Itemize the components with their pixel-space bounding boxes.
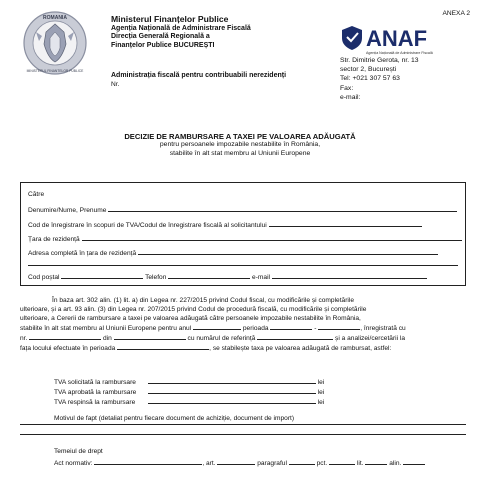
email-field[interactable] bbox=[272, 272, 427, 279]
name-field[interactable] bbox=[108, 205, 457, 212]
p1-line-f: fața locului efectuate în perioada , se stabilește taxa pe valoarea adăugată de rambursat, astfel: bbox=[20, 345, 392, 353]
tara-field[interactable] bbox=[82, 234, 462, 241]
perioada-control-field[interactable] bbox=[117, 343, 209, 350]
cod-row bbox=[28, 220, 422, 230]
p1-line-d: stabilite în alt stat membru al Uniunii Europene pentru anul perioada - , înregistrată cu bbox=[20, 325, 406, 333]
motiv-label: Motivul de fapt (detaliat pentru fiecare document de achiziție, document de import) bbox=[54, 415, 295, 422]
adresa-field-line2[interactable] bbox=[28, 265, 458, 266]
adresa-label: Adresa completă în țara de rezidență bbox=[28, 250, 137, 257]
directorate-name: Direcția Generală Regională a bbox=[111, 33, 210, 41]
act-normativ-field[interactable] bbox=[94, 458, 202, 465]
din-field[interactable] bbox=[114, 333, 186, 340]
title-sub1: pentru persoanele impozabile nestabilite în România, bbox=[159, 141, 321, 149]
p1-line-e: nr. din cu numărul de referință și a analizei/cercetării la bbox=[20, 335, 406, 343]
contact-fax: Fax: bbox=[340, 84, 354, 92]
agency-name: Agenția Națională de Administrare Fiscală bbox=[111, 24, 251, 32]
annex-label: ANEXA 2 bbox=[442, 10, 470, 17]
lit-field[interactable] bbox=[365, 458, 387, 465]
perioada-start-field[interactable] bbox=[270, 323, 312, 330]
recipient-box bbox=[20, 182, 466, 286]
articol-field[interactable] bbox=[217, 458, 255, 465]
pct-field[interactable] bbox=[329, 458, 355, 465]
tva-respinsa-row: TVA respinsă la rambursare lei bbox=[54, 399, 325, 406]
body-paragraph bbox=[20, 296, 466, 354]
act-normativ-row: Act normativ: , art. paragraful pct. lit. alin. bbox=[54, 458, 425, 468]
contact-block bbox=[340, 56, 419, 102]
admin-name: Administrația fiscală pentru contribuabili nerezidenți bbox=[111, 72, 287, 79]
adresa-field[interactable] bbox=[138, 248, 438, 255]
logo-text: ANAF bbox=[366, 26, 428, 51]
cod-postal-label: Cod poștal bbox=[28, 274, 60, 281]
name-label: Denumire/Nume, Prenume bbox=[28, 207, 107, 214]
admin-block bbox=[111, 72, 286, 89]
tva-respinsa-field[interactable] bbox=[148, 397, 316, 404]
p1-line-b: ulterioare, și a art. 93 alin. (3) din Legea nr. 207/2015 privind Codul de procedură fiscală, cu modificările și completările bbox=[20, 306, 367, 314]
anul-field[interactable] bbox=[193, 323, 241, 330]
contact-tel: Tel: +021 307 57 63 bbox=[340, 75, 400, 83]
email-label: e-mail bbox=[252, 274, 270, 281]
temei-label: Temeiul de drept bbox=[54, 448, 103, 455]
seal-text-bottom: MINISTERUL FINANTELOR PUBLICE bbox=[26, 69, 84, 73]
contact-street: Str. Dimitrie Gerota, nr. 13 bbox=[340, 57, 419, 64]
motiv-field-line2[interactable] bbox=[20, 434, 466, 435]
contact-sector: sector 2, București bbox=[340, 66, 397, 74]
name-row bbox=[28, 205, 457, 215]
contact-row bbox=[28, 272, 427, 282]
perioada-end-field[interactable] bbox=[318, 323, 360, 330]
tva-solicitata-field[interactable] bbox=[148, 377, 316, 384]
tara-row bbox=[28, 234, 462, 244]
tara-label: Țara de rezidență bbox=[28, 236, 80, 243]
telefon-field[interactable] bbox=[168, 272, 250, 279]
coat-of-arms-seal-icon bbox=[22, 10, 88, 76]
cod-label: Cod de înregistrare în scopuri de TVA/Codul de înregistrare fiscală al solicitantului bbox=[28, 222, 267, 229]
title-main: DECIZIE DE RAMBURSARE A TAXEI PE VALOAREA ADĂUGATĂ bbox=[124, 132, 356, 141]
nr-field[interactable] bbox=[29, 333, 101, 340]
anaf-logo bbox=[340, 24, 460, 60]
tva-aprobata-field[interactable] bbox=[148, 387, 316, 394]
logo-tagline: Agenția Națională de Administrare Fiscală bbox=[366, 51, 433, 55]
cod-field[interactable] bbox=[269, 220, 422, 227]
p1-line-a: În baza art. 302 alin. (1) lit. a) din Legea nr. 227/2015 privind Codul fiscal, cu modificările și completările bbox=[52, 297, 355, 304]
cod-postal-field[interactable] bbox=[61, 272, 143, 279]
p1-line-c: ulterioare, a Cererii de rambursare a taxei pe valoarea adăugată către persoanele impozabile nestabilite în România, bbox=[20, 315, 361, 323]
ministry-name: Ministerul Finanțelor Publice bbox=[111, 14, 229, 24]
motiv-field-line1[interactable] bbox=[20, 424, 466, 425]
title-sub2: stabilite în alt stat membru al Uniunii Europene bbox=[169, 149, 311, 157]
seal-text-top: ROMANIA bbox=[43, 15, 67, 21]
ministry-header bbox=[111, 14, 251, 51]
telefon-label: Telefon bbox=[145, 274, 167, 281]
referinta-field[interactable] bbox=[257, 333, 333, 340]
tva-aprobata-row: TVA aprobată la rambursare lei bbox=[54, 389, 325, 396]
regional-name: Finanțelor Publice BUCUREȘTI bbox=[111, 42, 215, 50]
contact-email: e-mail: bbox=[340, 93, 361, 101]
admin-nr: Nr. bbox=[111, 80, 120, 88]
alin-field[interactable] bbox=[403, 458, 425, 465]
adresa-row bbox=[28, 248, 438, 258]
document-title bbox=[0, 132, 480, 158]
tva-solicitata-row: TVA solicitată la rambursare lei bbox=[54, 379, 325, 386]
paragraf-field[interactable] bbox=[289, 458, 315, 465]
catre-label: Către bbox=[28, 191, 45, 198]
